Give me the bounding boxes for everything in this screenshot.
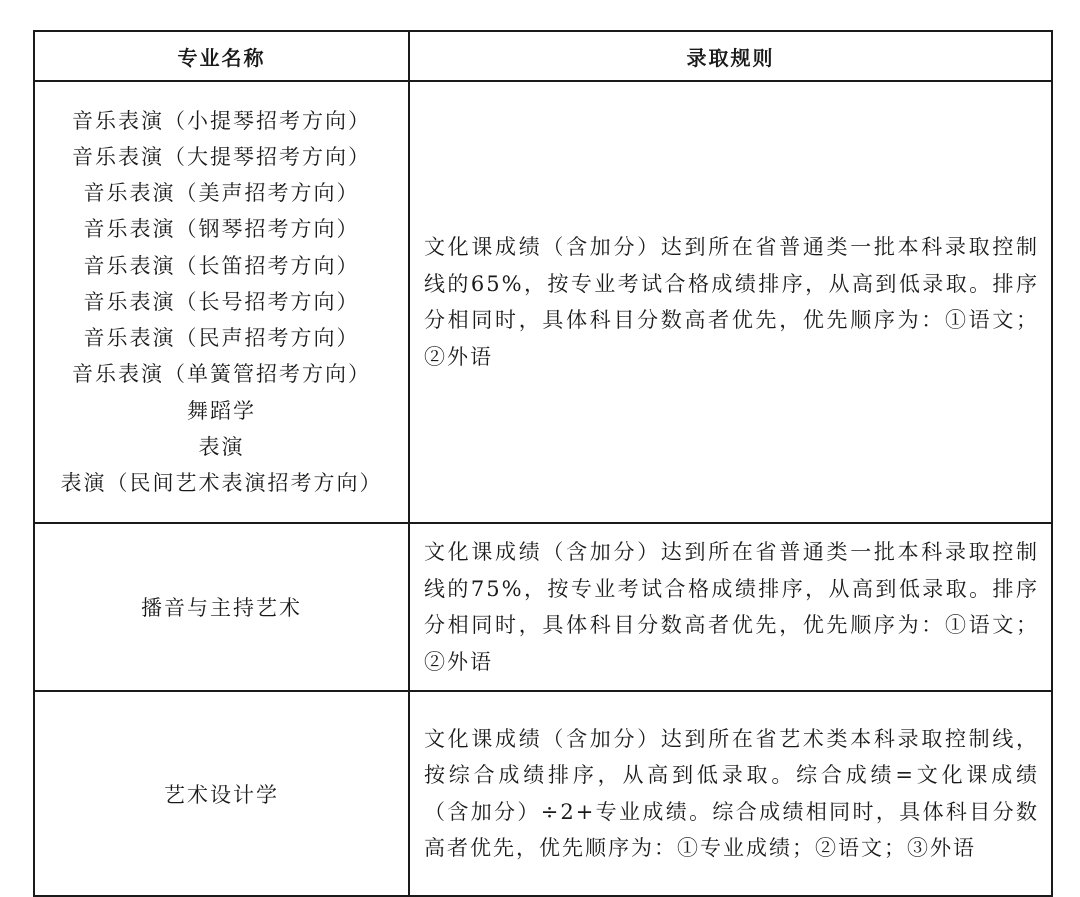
admission-rule-text: 文化课成绩（含加分）达到所在省艺术类本科录取控制线，按综合成绩排序，从高到低录取。综合成绩=文化课成绩（含加分）÷2+专业成绩。综合成绩相同时，具体科目分数高者优先，优先顺序为：①专业成绩；②语文；③外语 [409,691,1052,896]
major-name: 艺术设计学 [34,691,409,896]
list-item: 音乐表演（美声招考方向） [83,181,360,206]
admission-rules-table [33,30,1053,897]
header-row [34,31,1052,81]
admission-rule-text: 文化课成绩（含加分）达到所在省普通类一批本科录取控制线的65%，按专业考试合格成绩排序，从高到低录取。排序分相同时，具体科目分数高者优先，优先顺序为：①语文；②外语 [409,81,1052,523]
list-item: 表演 [198,434,245,459]
list-item: 音乐表演（单簧管招考方向） [72,362,371,387]
majors-cell [34,81,409,523]
table-row [34,81,1052,523]
list-item: 音乐表演（大提琴招考方向） [72,145,371,170]
header-admission-rule: 录取规则 [409,31,1052,81]
list-item: 舞蹈学 [187,398,256,423]
list-item: 表演（民间艺术表演招考方向） [60,470,383,495]
header-major-name: 专业名称 [34,31,409,81]
table-row [34,691,1052,896]
list-item: 音乐表演（小提琴招考方向） [72,108,371,133]
list-item: 音乐表演（长号招考方向） [83,289,360,314]
list-item: 音乐表演（民声招考方向） [83,326,360,351]
table-row [34,523,1052,691]
admission-rule-text: 文化课成绩（含加分）达到所在省普通类一批本科录取控制线的75%，按专业考试合格成绩排序，从高到低录取。排序分相同时，具体科目分数高者优先，优先顺序为：①语文；②外语 [409,523,1052,691]
major-name: 播音与主持艺术 [34,523,409,691]
list-item: 音乐表演（钢琴招考方向） [83,217,360,242]
majors-list [35,103,408,501]
list-item: 音乐表演（长笛招考方向） [83,253,360,278]
